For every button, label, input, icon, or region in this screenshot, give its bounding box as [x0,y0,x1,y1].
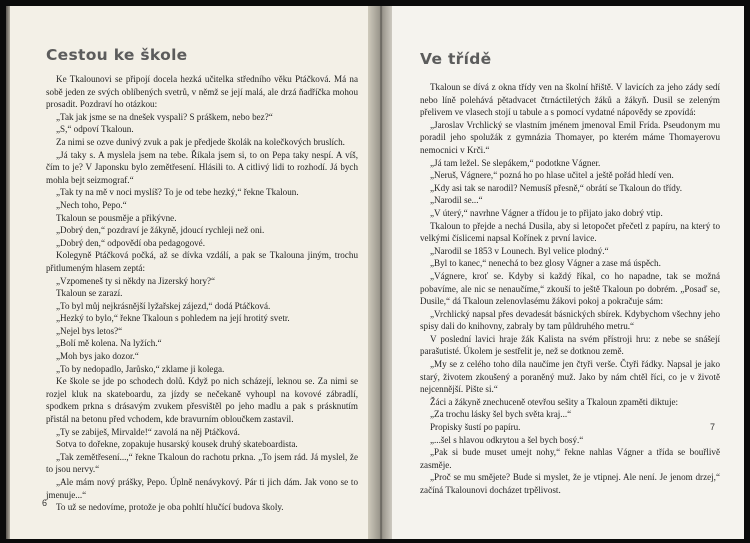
paragraph: „Hezký to bylo,“ řekne Tkaloun s pohledem na její hrotitý svetr. [56,313,290,324]
paragraph: „My se z celého toho díla naučíme jen čtyři verše. Čtyři řádky. Napsal je jako starý, životem zkoušený a poraněný muž. Jako by nám chtěl říci, co je v životě nejcennější. Pište si.“ [420,359,720,395]
paragraph: „Za trochu lásky šel bych světa kraj...“ [430,409,572,420]
paragraph: „Pak si bude muset umejt nohy,“ řekne nahlas Vágner a třída se bouřlivě zasměje. [420,447,720,470]
paragraph: „Já taky s. A myslela jsem na tebe. Říkala jsem si, to on Pepa taky nespí. A víš, čím to je? V Japonsku bylo zemětřesení. Hlásili to. A citlivý lidi to rozhodí. Já bych mohla bejt seizmograf.“ [46,149,358,185]
paragraph: „Moh bys jako dozor.“ [56,351,139,362]
paragraph: Žáci a žákyně znechuceně otevřou sešity a Tkaloun zpaměti diktuje: [430,396,679,407]
paragraph: „Tak ty na mě v noci myslíš? To je od tebe hezký,“ řekne Tkaloun. [56,187,299,198]
paragraph: „Ale mám nový prášky, Pepo. Úplně nenávykový. Pár ti jich dám. Jak vono se to jmenuje...“ [46,477,358,500]
paragraph: „Tak zemětřesení...,“ řekne Tkaloun do rachotu prkna. „To jsem rád. Já myslel, že to jsou nervy.“ [46,451,358,475]
paragraph: „Narodil se...“ [430,195,483,206]
paragraph: „To byl můj nejkrásnější lyžařskej zájezd,“ dodá Ptáčková. [56,300,271,311]
paragraph: „V úterý,“ navrhne Vágner a třídou je to přijato jako dobrý vtip. [430,207,663,218]
paragraph: „Neruš, Vágnere,“ pozná ho po hlase učitel a ještě pořád hledí ven. [430,170,674,181]
paragraph: „...šel s hlavou odkrytou a šel bych bosý.“ [430,434,584,445]
paragraph: „Vrchlický napsal přes devadesát básnických sbírek. Kdybychom všechny jeho spisy dali do knihovny, zabraly by tam půldruhého metru.“ [420,308,720,332]
right-page-text [420,81,720,497]
paragraph: Za nimi se ozve dunivý zvuk a pak je předjede školák na kolečkových bruslích. [56,136,345,147]
paragraph: Ke Tkalounovi se připojí docela hezká učitelka středního věku Ptáčková. Má na sobě jeden ze svých oblíbených svetrů, v němž se její malá, ale drzá ňadříčka mohou prosadit. Pozdraví ho otázkou: [46,74,358,110]
paragraph: To už se nedovíme, protože je oba pohltí hlučící budova školy. [56,502,284,513]
paragraph: „Kdy asi tak se narodil? Nemusíš přesně,“ obrátí se Tkaloun do třídy. [430,182,683,193]
paragraph: „Vzpomeneš ty si někdy na Jizerský hory?“ [56,275,216,286]
paragraph: „Dobrý den,“ pozdraví je žákyně, jdoucí rychleji než oni. [56,225,265,236]
paragraph: „Narodil se 1853 v Lounech. Byl velice plodný.“ [430,245,609,256]
paragraph: „Bolí mě kolena. Na lyžích.“ [56,338,162,349]
right-page [392,6,744,539]
book-gutter [368,6,394,539]
paragraph: Tkaloun se pousměje a přikývne. [56,212,177,223]
paragraph: Propisky šustí po papíru. [430,422,521,433]
paragraph: V poslední lavici hraje žák Kalista na svém přístroji hru: z nebe se snášejí parašutisté. Úkolem je sestřelit je, než se dotknou země. [420,333,720,357]
paragraph: „To by nedopadlo, Jarůsko,“ zklame ji kolega. [56,363,225,374]
paragraph: „Já tam ležel. Se slepákem,“ podotkne Vágner. [430,157,601,168]
paragraph: „Nejel bys letos?“ [56,325,123,336]
page-number: 6 [42,498,48,508]
page-number: 7 [710,422,716,432]
chapter-title: Ve třídě [420,50,492,68]
paragraph: „Dobrý den,“ odpovědí oba pedagogové. [56,237,205,248]
paragraph: Tkaloun se dívá z okna třídy ven na školní hřiště. V lavicích za jeho zády sedí nebo líně polehává pětadvacet čtrnáctiletých žáků a žákyň. Dusil se zeleným přelivem ve vlasech stojí u tabule a s pomocí vydatné nápovědy se zpovídá: [420,82,720,118]
paragraph: „Tak jak jsme se na dnešek vyspali? S práškem, nebo bez?“ [56,111,273,122]
paragraph: „Byl to kanec,“ nenechá to bez glosy Vágner a zase má úspěch. [430,258,661,269]
paragraph: „S,“ odpoví Tkaloun. [56,124,134,135]
paragraph: Tkaloun se zarazí. [56,288,123,299]
chapter-title: Cestou ke škole [46,46,188,64]
paragraph: Kolegyně Ptáčková počká, až se dívka vzdálí, a pak se Tkalouna jiným, trochu přitlumeným hlasem zeptá: [46,250,358,273]
paragraph: „Jaroslav Vrchlický se vlastním jménem jmenoval Emil Frída. Pseudonym mu poradil jeho spolužák z gymnázia Thomayer, po kterém máme Thomayerovu nemocnici v Krči.“ [420,119,720,155]
left-page-text [46,73,358,514]
paragraph: Ke škole se jde po schodech dolů. Když po nich scházejí, leknou se. Za nimi se rozjel kluk na skateboardu, za jízdy se nečekaně vyhoupl na kovové zábradlí, spodkem prkna s drásavým zvukem přesvištěl po jeho madlu a pak s prásknutím přistál na betonu před vchodem, kde bravurním obloučkem zastavil. [46,376,358,425]
paragraph: Tkaloun to přejde a nechá Dusila, aby si letopočet přečetl z papíru, na který to velkými číslicemi napsal Kořínek z první lavice. [420,220,720,244]
paragraph: Sotva to dořekne, zopakuje husarský kousek druhý skateboardista. [56,439,298,450]
paragraph: „Vágnere, kroť se. Kdyby si každý říkal, co ho napadne, tak se možná pobavíme, ale nic se nenaučíme,“ zkouší to ještě Tkaloun po dobrém. „Posaď se, Dusile,“ dá Tkaloun zelenovlasému žákovi pokoj a pokračuje sám: [420,270,720,307]
paragraph: „Proč se mu smějete? Bude si myslet, že je vtipnej. Ale není. Je jenom drzej,“ začíná Tkalounovi docházet trpělivost. [420,472,720,495]
paragraph: „Ty se zabiješ, Mirvalde!“ zavolá na něj Ptáčková. [56,426,240,437]
paragraph: „Nech toho, Pepo.“ [56,199,127,210]
left-page [10,6,370,539]
